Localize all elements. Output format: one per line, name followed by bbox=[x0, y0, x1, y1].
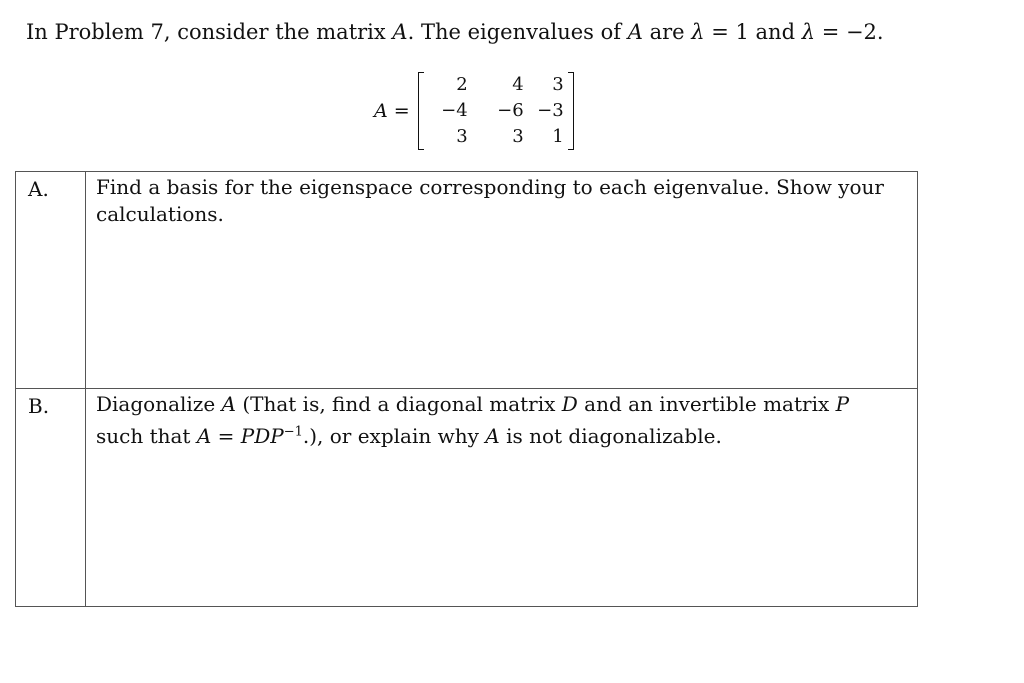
matrix-right-bracket bbox=[568, 72, 574, 150]
matrix-cell: 4 bbox=[512, 74, 524, 95]
math-var-a: A bbox=[392, 20, 408, 44]
matrix-cell: 1 bbox=[552, 126, 564, 147]
matrix-cell: 2 bbox=[456, 74, 468, 95]
intro-text: . The eigenvalues of bbox=[407, 20, 628, 44]
equals-sign: = bbox=[387, 100, 410, 122]
matrix-cell: −3 bbox=[537, 100, 564, 121]
matrix-display bbox=[374, 71, 574, 151]
lambda-symbol: λ bbox=[691, 20, 705, 44]
matrix-cell: 3 bbox=[512, 126, 524, 147]
problem-row-a bbox=[16, 172, 918, 389]
matrix-cell: 3 bbox=[552, 74, 564, 95]
problem-label: B. bbox=[16, 389, 86, 607]
lambda-symbol: λ bbox=[801, 20, 816, 44]
problem-intro bbox=[26, 18, 884, 46]
intro-text: are bbox=[642, 20, 692, 44]
problem-a-answer-area[interactable] bbox=[86, 172, 918, 389]
eigenvalue-1: = 1 and bbox=[704, 20, 802, 44]
matrix-lhs bbox=[374, 100, 410, 122]
intro-text: In Problem 7, consider the matrix bbox=[26, 20, 393, 44]
problem-b-text: Diagonalize A (That is, find a diagonal matrix D and an invertible matrix P such that $A = PDP^{-1}$.), or explain why A is not diagonalizable. bbox=[96, 392, 850, 448]
problem-label: A. bbox=[16, 172, 86, 389]
matrix-name: A bbox=[374, 100, 388, 122]
problem-table bbox=[15, 171, 918, 607]
matrix-cell: −6 bbox=[497, 100, 524, 121]
problem-b-answer-area[interactable] bbox=[86, 389, 918, 607]
math-var-a: A bbox=[627, 20, 643, 44]
problem-a-text: Find a basis for the eigenspace corresponding to each eigenvalue. Show your calculations. bbox=[96, 175, 884, 226]
eigenvalue-2: = −2. bbox=[815, 20, 884, 44]
matrix-entries bbox=[424, 72, 568, 150]
matrix-cell: −4 bbox=[441, 100, 468, 121]
matrix-cell: 3 bbox=[456, 126, 468, 147]
problem-row-b bbox=[16, 389, 918, 607]
